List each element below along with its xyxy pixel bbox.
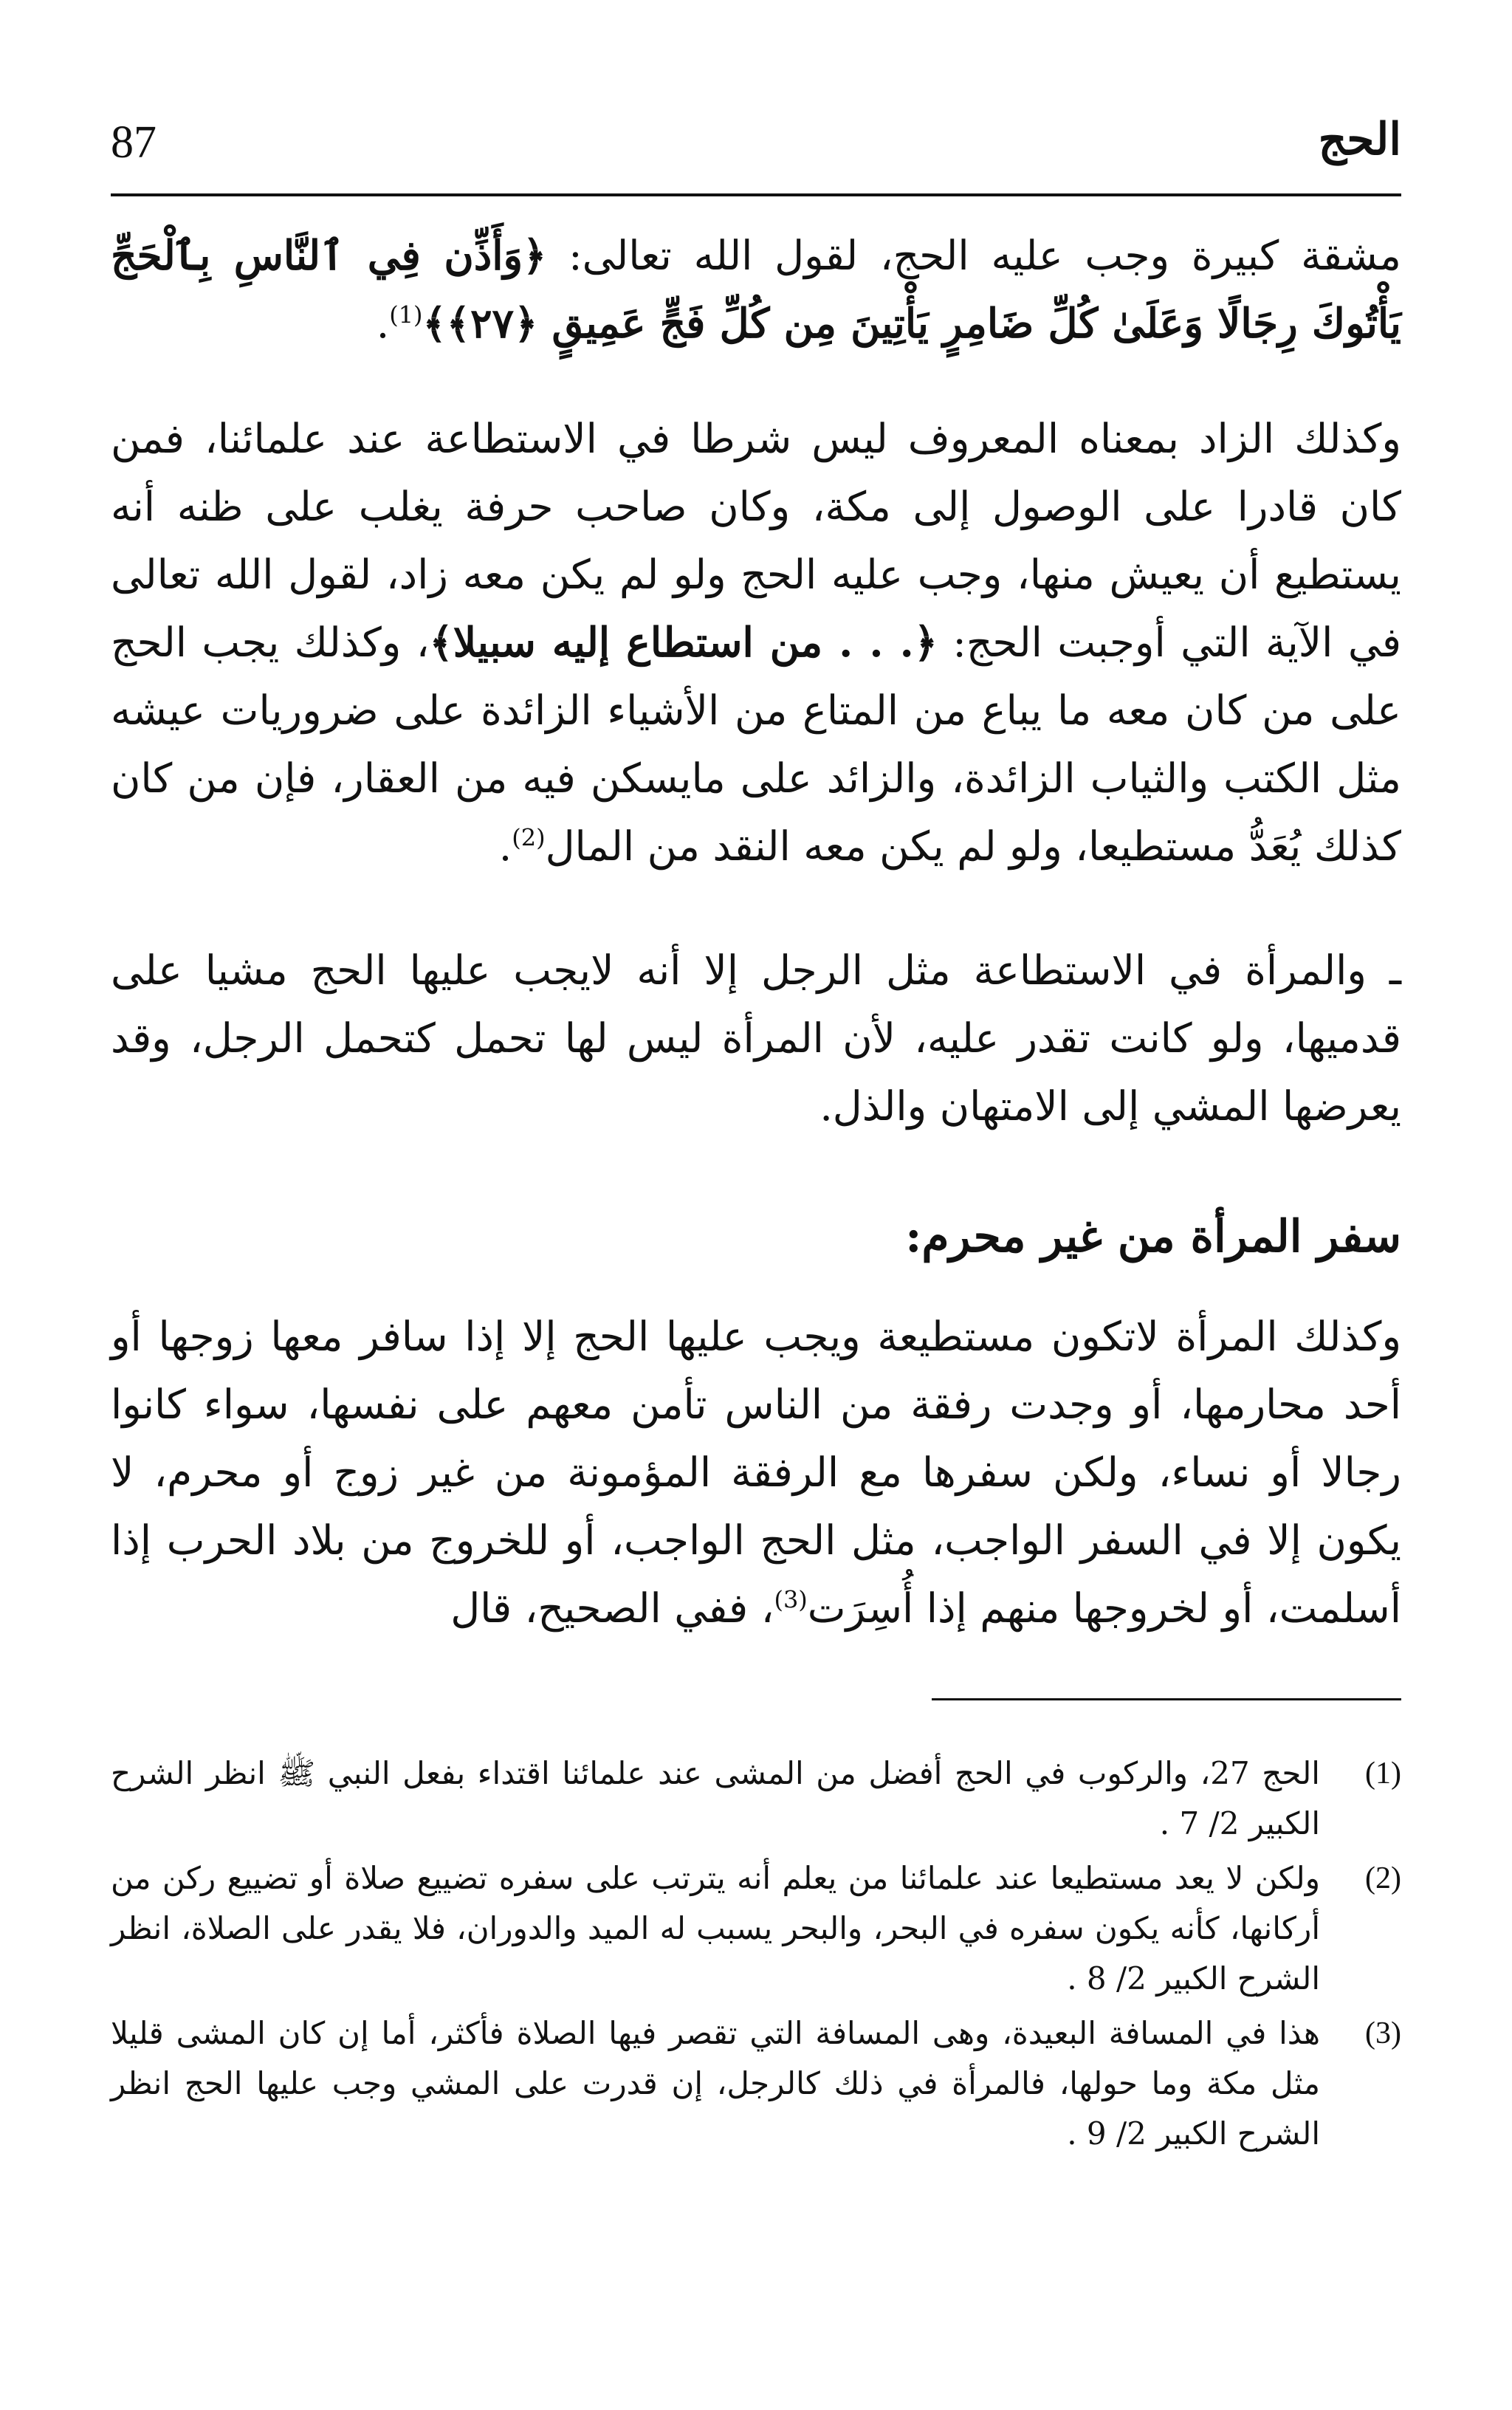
footnote-ref-1: (1) [389,301,423,329]
footnote-number: (1) [1365,1757,1401,1791]
paragraph-woman-ability [111,936,1401,1140]
paragraph-text: ، وكذلك يجب الحج على من كان معه ما يباع من المتاع من الأشياء الزائدة على ضروريات عيشه مثل الكتب والثياب الزائدة، والزائد على مايسكن فيه من العقار، فإن من كان كذلك يُعَدُّ مستطيعا، ولو لم يكن معه النقد من المال [111,619,1401,870]
footnote-text: ولكن لا يعد مستطيعا عند علمائنا من يعلم أنه يترتب على سفره تضييع صلاة أو تضييع ركن من أركانها، كأنه يكون سفره في البحر، والبحر يسبب له الميد والدوران، فلا يقدر على الصلاة، انظر الشرح الكبير 2/ 8 . [111,1860,1320,1997]
footnote-item [111,1748,1401,1849]
footnote-item [111,1853,1401,2004]
paragraph-provisions [111,405,1401,880]
footnote-text: هذا في المسافة البعيدة، وهى المسافة التي تقصر فيها الصلاة فأكثر، أما إن كان المشى قليلا مثل مكة وما حولها، فالمرأة في ذلك كالرجل، إن قدرت على المشي وجب عليها الحج انظر الشرح الكبير 2/ 9 . [111,2015,1320,2152]
paragraph-text: مشقة كبيرة وجب عليه الحج، لقول الله تعالى: [546,232,1401,279]
page-number: 87 [111,117,157,168]
footnote-ref-3: (3) [774,1585,808,1614]
paragraph-text: وكذلك الزاد بمعناه المعروف ليس شرطا في الاستطاعة عند علمائنا، فمن كان قادرا على الوصول إلى مكة، وكان صاحب حرفة يغلب على ظنه أنه يستطيع أن يعيش منها، وجب عليه الحج ولو لم يكن معه زاد، لقول الله تعالى في الآية التي أوجبت الحج: [111,415,1401,666]
paragraph-quran-verse [111,222,1401,357]
footnote-ref-2: (2) [512,823,546,852]
paragraph-text: ـ والمرأة في الاستطاعة مثل الرجل إلا أنه لايجب عليها الحج مشيا على قدميها، ولو كانت تقدر عليه، لأن المرأة ليس لها تحمل كتحمل الرجل، وقد يعرضها المشي إلى الامتهان والذل. [111,947,1401,1130]
footnotes [111,1748,1401,2163]
header-rule [111,193,1401,196]
quran-verse: ﴿وَأَذِّن فِي ٱلنَّاسِ بِٱلْحَجِّ يَأْتُوكَ رِجَالًا وَعَلَىٰ كُلِّ ضَامِرٍ يَأْتِينَ مِن كُلِّ فَجٍّ عَمِيقٍ ﴿٢٧﴾﴾ [111,231,1401,347]
paragraph-end: . [376,300,390,347]
section-heading: سفر المرأة من غير محرم: [905,1211,1401,1263]
page-header [111,111,1401,192]
running-title: الحج [1318,114,1401,165]
paragraph-text: ، ففي الصحيح، قال [450,1585,774,1632]
footnote-text: الحج 27، والركوب في الحج أفضل من المشى عند علمائنا اقتداء بفعل النبي ﷺ انظر الشرح الكبير 2/ 7 . [111,1755,1320,1841]
footnote-number: (2) [1365,1861,1401,1895]
footnote-item [111,2008,1401,2159]
paragraph-end: . [498,823,512,870]
paragraph-text: وكذلك المرأة لاتكون مستطيعة ويجب عليها الحج إلا إذا سافر معها زوجها أو أحد محارمها، أو وجدت رفقة من الناس تأمن معهم على نفسها، سواء كانوا رجالا أو نساء، ولكن سفرها مع الرفقة المؤمونة من غير زوج أو محرم، لا يكون إلا في السفر الواجب، مثل الحج الواجب، أو للخروج من بلاد الحرب إذا أسلمت، أو لخروجها منهم إذا أُسِرَت [111,1313,1401,1632]
quran-verse: ﴿. . . من استطاع إليه سبيلا﴾ [429,618,938,666]
paragraph-travel-mahram [111,1302,1401,1642]
footnote-rule [932,1698,1401,1700]
footnote-number: (3) [1365,2016,1401,2050]
